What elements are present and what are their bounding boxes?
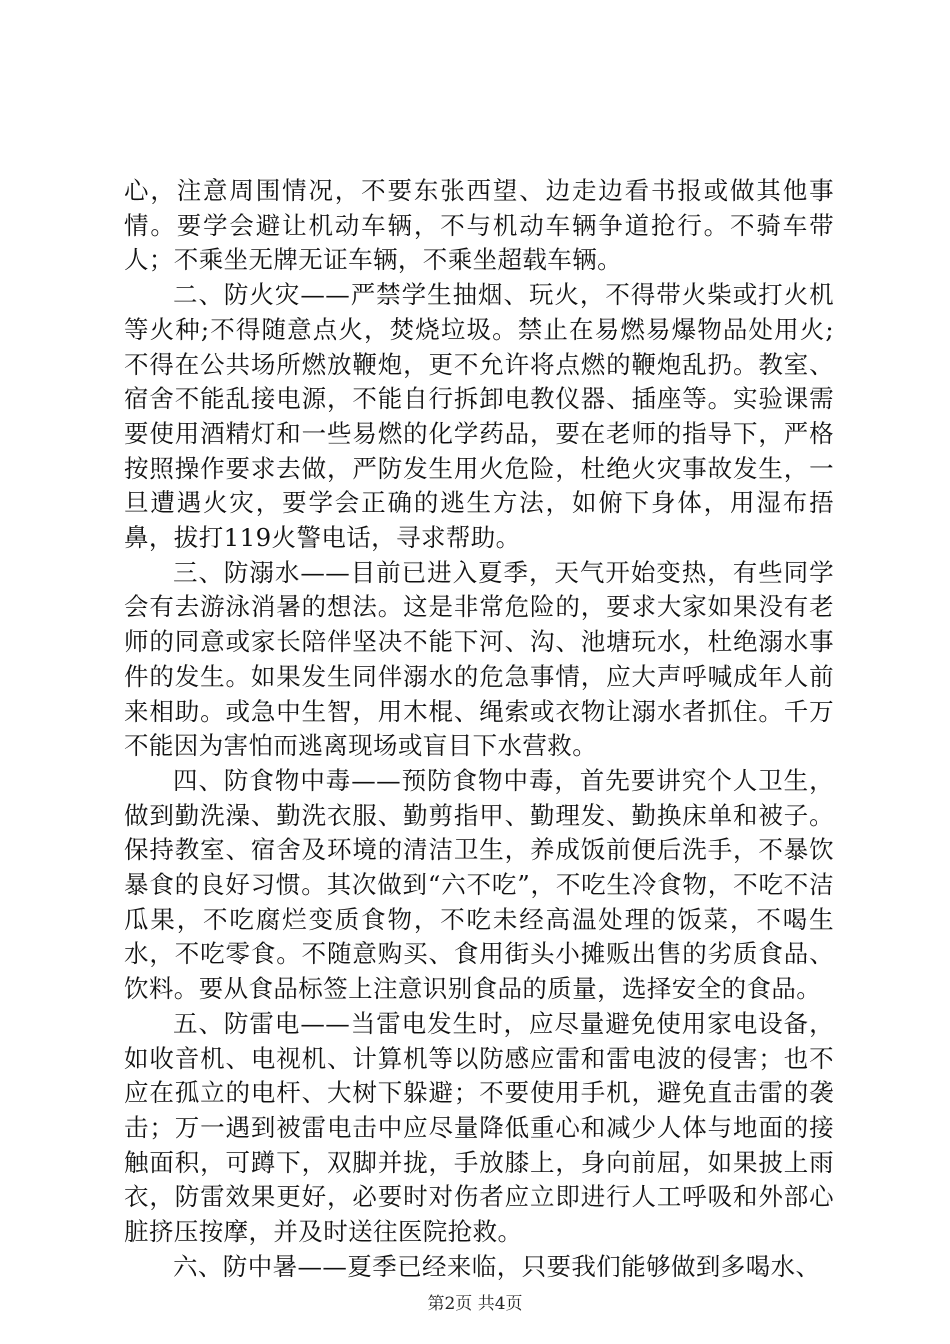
- paragraph-heatstroke: 六、防中暑——夏季已经来临，只要我们能够做到多喝水、: [173, 1251, 821, 1281]
- paragraph-fire-safety: 二、防火灾——严禁学生抽烟、玩火，不得带火柴或打火机等火种;不得随意点火，焚烧垃圾。禁止在易燃易爆物品处用火;不得在公共场所燃放鞭炮，更不允许将点燃的鞭炮乱扔。教室、宿舍不能乱接电源，不能自行拆卸电教仪器、插座等。实验课需要使用酒精灯和一些易燃的化学药品，要在老师的指导下，严格按照操作要求去做，严防发生用火危险，杜绝火灾事故发生，一旦遭遇火灾，要学会正确的逃生方法，如俯下身体，用湿布捂鼻，拔打119火警电话，寻求帮助。: [124, 280, 834, 553]
- page-footer: 第2页 共4页: [427, 1294, 523, 1314]
- paragraph-food-poisoning: 四、防食物中毒——预防食物中毒，首先要讲究个人卫生，做到勤洗澡、勤洗衣服、勤剪指甲、勤理发、勤换床单和被子。保持教室、宿舍及环境的清洁卫生，养成饭前便后洗手，不暴饮暴食的良好习惯。其次做到“六不吃”，不吃生冷食物，不吃不洁瓜果，不吃腐烂变质食物，不吃未经高温处理的饭菜，不喝生水，不吃零食。不随意购买、食用街头小摊贩出售的劣质食品、饮料。要从食品标签上注意识别食品的质量，选择安全的食品。: [124, 765, 834, 1004]
- paragraph-drowning-safety: 三、防溺水——目前已进入夏季，天气开始变热，有些同学会有去游泳消暑的想法。这是非常危险的，要求大家如果没有老师的同意或家长陪伴坚决不能下河、沟、池塘玩水，杜绝溺水事件的发生。如果发生同伴溺水的危急事情，应大声呼喊成年人前来相助。或急中生智，用木棍、绳索或衣物让溺水者抓住。千万不能因为害怕而逃离现场或盲目下水营救。: [124, 557, 834, 761]
- paragraph-continuation: 心，注意周围情况，不要东张西望、边走边看书报或做其他事情。要学会避让机动车辆，不与机动车辆争道抢行。不骑车带人；不乘坐无牌无证车辆，不乘坐超载车辆。: [124, 176, 834, 275]
- paragraph-lightning-safety: 五、防雷电——当雷电发生时，应尽量避免使用家电设备，如收音机、电视机、计算机等以防感应雷和雷电波的侵害；也不应在孤立的电杆、大树下躲避；不要使用手机，避免直击雷的袭击；万一遇到被雷电击中应尽量降低重心和减少人体与地面的接触面积，可蹲下，双脚并拢，手放膝上，身向前屈，如果披上雨衣，防雷效果更好，必要时对伤者应立即进行人工呼吸和外部心脏挤压按摩，并及时送往医院抢救。: [124, 1008, 834, 1247]
- document-body: [124, 174, 834, 1285]
